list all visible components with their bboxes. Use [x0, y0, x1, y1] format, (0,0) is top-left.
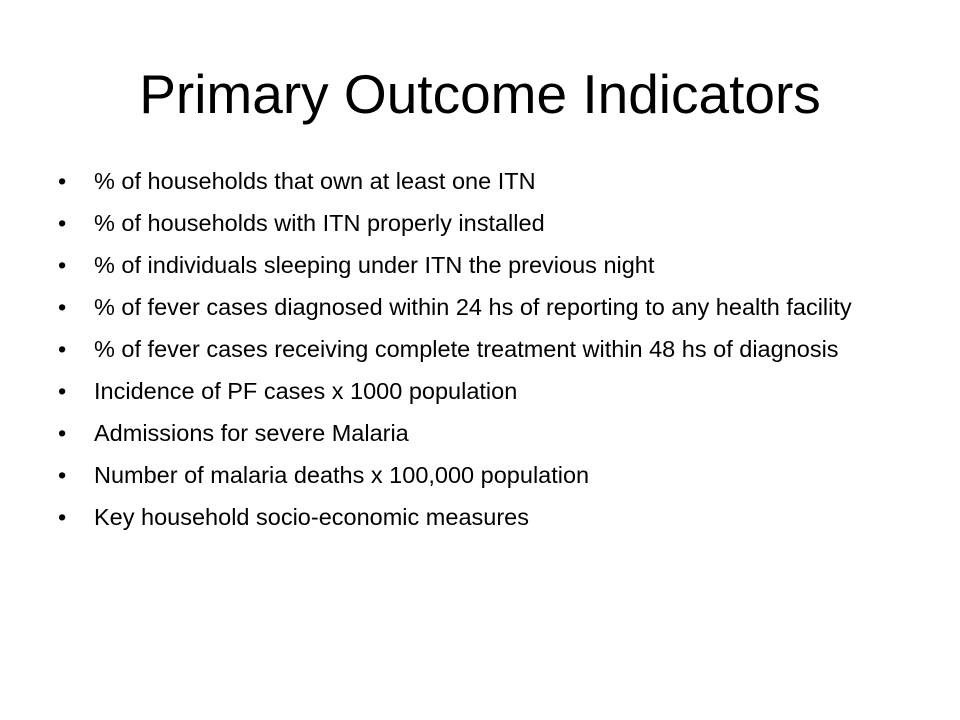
list-item [58, 168, 898, 195]
bullet-icon: • [58, 294, 67, 320]
list-item [58, 210, 898, 237]
list-item [58, 462, 898, 489]
bullet-text: Number of malaria deaths x 100,000 population [94, 462, 590, 488]
bullet-icon: • [58, 462, 67, 488]
bullet-icon: • [58, 420, 67, 446]
bullet-icon: • [58, 336, 67, 362]
list-item [58, 294, 898, 321]
bullet-list [58, 168, 898, 546]
bullet-text: Key household socio-economic measures [94, 504, 529, 530]
bullet-icon: • [58, 252, 67, 278]
bullet-text: % of individuals sleeping under ITN the previous night [94, 252, 655, 278]
list-item [58, 336, 898, 363]
list-item [58, 378, 898, 405]
bullet-text: Admissions for severe Malaria [94, 420, 409, 446]
bullet-icon: • [58, 504, 67, 530]
bullet-icon: • [58, 168, 67, 194]
bullet-text: % of fever cases receiving complete treatment within 48 hs of diagnosis [94, 336, 839, 362]
bullet-text: % of households with ITN properly installed [94, 210, 545, 236]
list-item [58, 252, 898, 279]
bullet-text: % of households that own at least one ITN [94, 168, 536, 194]
slide-title: Primary Outcome Indicators [139, 63, 821, 125]
bullet-icon: • [58, 210, 67, 236]
bullet-icon: • [58, 378, 67, 404]
list-item [58, 504, 898, 531]
list-item [58, 420, 898, 447]
bullet-text: % of fever cases diagnosed within 24 hs of reporting to any health facility [94, 294, 852, 320]
bullet-text: Incidence of PF cases x 1000 population [94, 378, 518, 404]
